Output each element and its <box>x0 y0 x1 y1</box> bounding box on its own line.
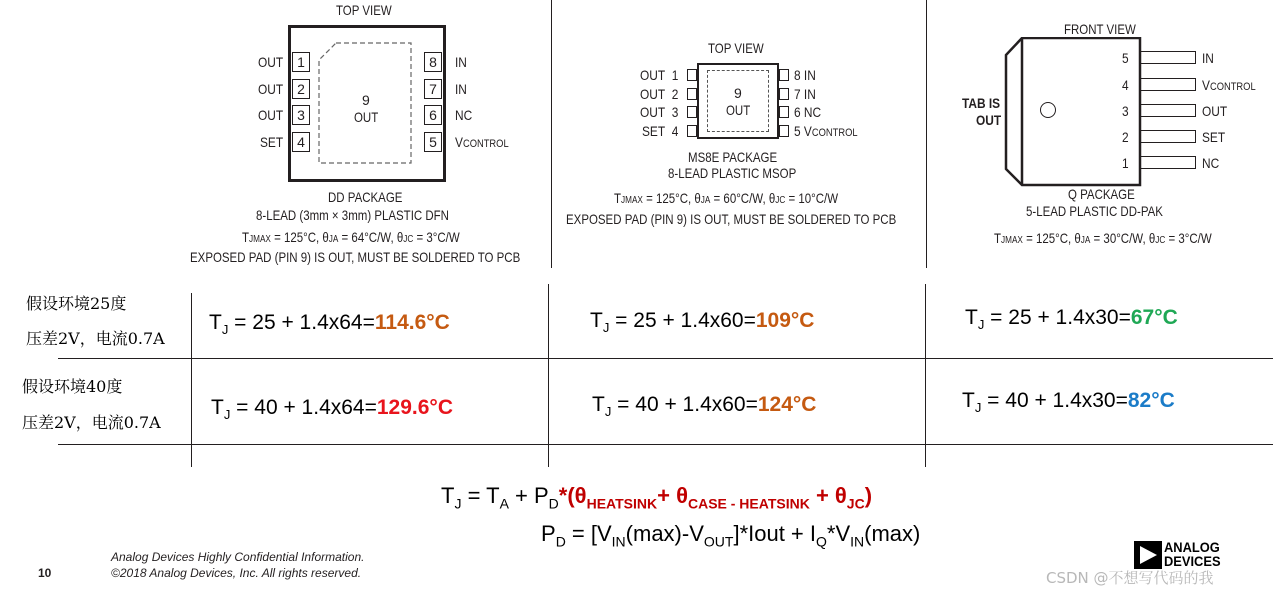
dd-pin-number: 8 <box>424 52 442 72</box>
tj-calc-cell: $T_J = 25 + 1.4x64=114.6^\circ C$ <box>209 311 450 338</box>
logo-text-1: ANALOG <box>1164 539 1220 555</box>
logo-text-2: DEVICES <box>1164 553 1221 569</box>
ms8e-pin-lead <box>779 88 789 100</box>
csdn-watermark: CSDN @不想写代码的我 <box>1046 569 1214 587</box>
ms8e-package-desc: 8-LEAD PLASTIC MSOP <box>668 165 797 181</box>
copyright-notice: ©2018 Analog Devices, Inc. All rights reserved. <box>111 566 362 580</box>
q-pin-number: 5 <box>1122 50 1129 66</box>
panel-divider-1 <box>551 0 552 268</box>
dd-pin-number: 7 <box>424 79 442 99</box>
power-dissipation-formula: $P_D$ = $[V_{IN}(\max)-V_{OUT}]*Iout + I_Q*V_{IN}(\max)$ <box>541 521 921 550</box>
tj-calc-cell: $T_J = 25 + 1.4x30=67^\circ C$ <box>965 306 1178 333</box>
q-pin-lead <box>1140 104 1196 117</box>
tj-calc-cell: $T_J = 40 + 1.4x60=124^\circ C$ <box>592 393 817 420</box>
q-pin-lead <box>1140 130 1196 143</box>
dd-pin-label: OUT <box>258 107 284 123</box>
dd-pin-label-vcontrol: VCONTROL <box>455 134 509 150</box>
ms8e-pad-number: 9 <box>734 85 742 101</box>
dd-pin-label: SET <box>260 134 284 150</box>
ms8e-pin-lead <box>687 88 697 100</box>
ms8e-package-name: MS8E PACKAGE <box>688 149 778 165</box>
table-row-line <box>58 444 1273 445</box>
tj-calc-cell: $T_J = 40 + 1.4x64=129.6^\circ C$ <box>211 396 453 423</box>
q-pin-label-vcontrol: VCONTROL <box>1202 77 1256 93</box>
tj-result: 114.6°C <box>374 311 450 334</box>
q-pin-lead <box>1140 78 1196 91</box>
ms8e-pin-label: OUT 3 <box>640 104 679 120</box>
dd-pin-number: 1 <box>292 52 310 72</box>
tj-result: 67°C <box>1130 306 1178 329</box>
table-col-line <box>548 284 549 467</box>
dd-pin-label: OUT <box>258 81 284 97</box>
page-number: 10 <box>38 566 52 580</box>
ms8e-pin-lead <box>687 69 697 81</box>
q-pin-label: IN <box>1202 50 1214 66</box>
dd-pin-number: 2 <box>292 79 310 99</box>
tj-calc-cell: $T_J = 25 + 1.4x60=109^\circ C$ <box>590 309 815 336</box>
dd-pin-number: 5 <box>424 132 442 152</box>
dd-top-view-label: TOP VIEW <box>336 2 392 18</box>
ms8e-pin-label: 8 IN <box>794 67 816 83</box>
ms8e-pad-label: OUT <box>726 102 751 118</box>
q-pin-lead <box>1140 156 1196 169</box>
q-front-view-label: FRONT VIEW <box>1064 21 1136 37</box>
tj-result: 82°C <box>1127 389 1175 412</box>
row-condition-load: 压差2V，电流0.7A <box>22 413 161 432</box>
q-pin-number: 4 <box>1122 77 1129 93</box>
tj-result: 129.6°C <box>376 396 453 419</box>
dd-pin-number: 6 <box>424 105 442 125</box>
q-tab-label-1: TAB IS <box>962 95 1001 111</box>
ms8e-exposed-pad <box>707 70 769 132</box>
dd-pin-number: 3 <box>292 105 310 125</box>
ms8e-pin-label: SET 4 <box>642 123 679 139</box>
row-condition-ambient: 假设环境25度 <box>26 294 127 313</box>
q-pin-number: 3 <box>1122 103 1129 119</box>
ms8e-top-view-label: TOP VIEW <box>708 40 764 56</box>
q-pin-number: 1 <box>1122 155 1129 171</box>
dd-package-desc: 8-LEAD (3mm × 3mm) PLASTIC DFN <box>256 207 449 223</box>
dd-pad-number: 9 <box>362 92 370 108</box>
ms8e-pin-lead <box>779 69 789 81</box>
table-col-line <box>191 293 192 467</box>
q-pin-label: OUT <box>1202 103 1228 119</box>
row-condition-ambient: 假设环境40度 <box>22 377 123 396</box>
ms8e-pin-label: OUT 1 <box>640 67 679 83</box>
dd-pad-label: OUT <box>354 109 379 125</box>
row-condition-load: 压差2V，电流0.7A <box>26 329 165 348</box>
table-col-line <box>925 284 926 467</box>
ms8e-pin-label: 7 IN <box>794 86 816 102</box>
confidential-notice: Analog Devices Highly Confidential Information. <box>111 550 365 564</box>
q-pin-number: 2 <box>1122 129 1129 145</box>
ms8e-pin-label: 6 NC <box>794 104 822 120</box>
dd-package-name: DD PACKAGE <box>328 189 403 205</box>
dd-pin-label: NC <box>455 107 473 123</box>
junction-temp-formula: $T_J = T_A + P_D*(\theta_{HEATSINK}+ \theta_{CASE - HEATSINK} + \theta_{JC})$ <box>441 483 873 512</box>
dd-pin-label: OUT <box>258 54 284 70</box>
dd-pin-label: IN <box>455 54 467 70</box>
dd-exposed-pad-note: EXPOSED PAD (PIN 9) IS OUT, MUST BE SOLDERED TO PCB <box>190 249 521 265</box>
ms8e-pin-lead <box>779 106 789 118</box>
q-pin-label: SET <box>1202 129 1226 145</box>
panel-divider-2 <box>926 0 927 268</box>
q-package-desc: 5-LEAD PLASTIC DD-PAK <box>1026 203 1163 219</box>
tj-calc-cell: $T_J = 40 + 1.4x30=82^\circ C$ <box>962 389 1175 416</box>
dd-thermal-specs: TJMAX = 125°C, θJA = 64°C/W, θJC = 3°C/W <box>242 229 460 245</box>
ms8e-exposed-pad-note: EXPOSED PAD (PIN 9) IS OUT, MUST BE SOLDERED TO PCB <box>566 211 897 227</box>
table-row-line <box>58 358 1273 359</box>
dd-pin-label: IN <box>455 81 467 97</box>
q-pin-label: NC <box>1202 155 1220 171</box>
q-pin-lead <box>1140 51 1196 64</box>
ms8e-pin-label: OUT 2 <box>640 86 679 102</box>
q-mounting-hole <box>1040 102 1056 118</box>
q-thermal-specs: TJMAX = 125°C, θJA = 30°C/W, θJC = 3°C/W <box>994 230 1212 246</box>
q-package-name: Q PACKAGE <box>1068 186 1135 202</box>
ms8e-pin-label-vcontrol: 5 VCONTROL <box>794 123 858 139</box>
ms8e-pin-lead <box>779 125 789 137</box>
ms8e-thermal-specs: TJMAX = 125°C, θJA = 60°C/W, θJC = 10°C/W <box>614 190 839 206</box>
logo-triangle-icon <box>1134 541 1162 569</box>
q-tab-label-2: OUT <box>976 112 1002 128</box>
ms8e-pin-lead <box>687 125 697 137</box>
tj-result: 124°C <box>757 393 817 416</box>
tj-result: 109°C <box>755 309 815 332</box>
dd-pin-number: 4 <box>292 132 310 152</box>
ms8e-pin-lead <box>687 106 697 118</box>
